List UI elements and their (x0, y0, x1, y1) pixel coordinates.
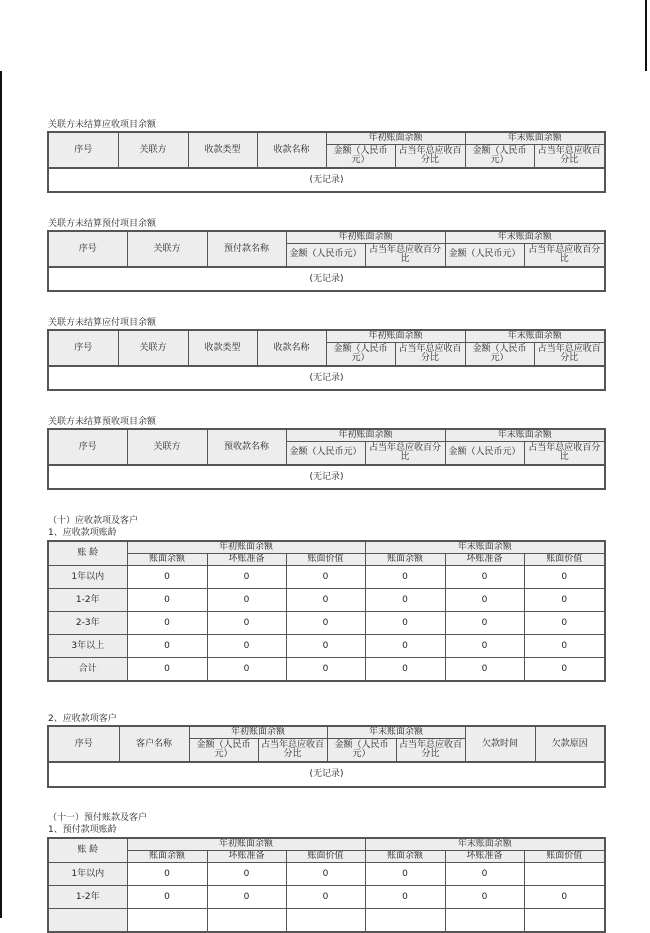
table-row-partial (48, 909, 605, 933)
header-name: 预收款名称 (207, 429, 286, 465)
row-label: 1年以内 (48, 863, 127, 886)
cell-value (524, 863, 605, 886)
header-opening: 年初账面余额 (127, 541, 365, 554)
header-opening: 年初账面余额 (127, 838, 365, 851)
header-seq: 序号 (48, 231, 127, 267)
cell-cutoff (365, 909, 445, 933)
header-opening: 年初账面余额 (286, 429, 445, 441)
header-closing-provision: 坏账准备 (445, 554, 524, 566)
header-age: 账 龄 (48, 838, 127, 863)
section-title-prepaid: 关联方未结算预付项目余额 (48, 219, 157, 229)
payable-balance-table (47, 329, 606, 391)
cell-value: 0 (524, 658, 605, 682)
table-row (48, 886, 605, 909)
header-closing: 年末账面余额 (465, 132, 605, 144)
receivable-balance-table (47, 131, 606, 193)
header-opening-provision: 坏账准备 (207, 554, 286, 566)
row-label-cutoff (48, 909, 127, 933)
header-opening-ratio: 占当年总应收百分比 (258, 738, 327, 762)
header-name: 收款名称 (257, 132, 326, 168)
header-opening: 年初账面余额 (189, 726, 327, 738)
header-age: 账 龄 (48, 541, 127, 566)
cell-value: 0 (286, 566, 365, 589)
header-seq: 序号 (48, 132, 118, 168)
cell-value: 0 (207, 589, 286, 612)
header-opening-value: 账面价值 (286, 851, 365, 863)
header-closing: 年末账面余额 (365, 838, 605, 851)
no-record-cell: (无记录) (48, 168, 605, 192)
cell-value: 0 (445, 658, 524, 682)
header-opening: 年初账面余额 (326, 132, 465, 144)
cell-value: 0 (365, 566, 445, 589)
row-label: 2-3年 (48, 612, 127, 635)
header-closing-amount: 金额（人民币元） (445, 441, 524, 465)
header-opening-balance: 账面余额 (127, 554, 207, 566)
header-opening-amount: 金额（人民币元） (286, 243, 365, 267)
header-closing-ratio: 占当年总应收百分比 (524, 441, 605, 465)
header-debt-time: 欠款时间 (465, 726, 535, 762)
cell-value: 0 (127, 612, 207, 635)
cell-cutoff (207, 909, 286, 933)
cell-value: 0 (445, 612, 524, 635)
header-type: 收款类型 (188, 330, 257, 366)
header-name: 收款名称 (257, 330, 326, 366)
header-closing-balance: 账面余额 (365, 554, 445, 566)
cell-value: 0 (207, 635, 286, 658)
subheading-receivable-aging: 1、应收款项账龄 (48, 528, 117, 538)
header-closing-amount: 金额（人民币元） (445, 243, 524, 267)
cell-cutoff (286, 909, 365, 933)
header-opening-ratio: 占当年总应收百分比 (395, 342, 465, 366)
table-row (48, 566, 605, 589)
header-closing: 年末账面余额 (465, 330, 605, 342)
header-opening: 年初账面余额 (326, 330, 465, 342)
row-label: 1年以内 (48, 566, 127, 589)
cell-value: 0 (127, 886, 207, 909)
header-seq: 序号 (48, 429, 127, 465)
cell-value: 0 (127, 863, 207, 886)
header-closing-ratio: 占当年总应收百分比 (524, 243, 605, 267)
header-closing-amount: 金额（人民币元） (327, 738, 396, 762)
cell-value: 0 (286, 863, 365, 886)
header-opening-provision: 坏账准备 (207, 851, 286, 863)
header-closing-provision: 坏账准备 (445, 851, 524, 863)
table-row (48, 863, 605, 886)
cell-value: 0 (127, 635, 207, 658)
header-closing-amount: 金额（人民币元） (465, 342, 534, 366)
header-closing-amount: 金额（人民币元） (465, 144, 534, 168)
cell-value: 0 (365, 658, 445, 682)
section-title-advance-received: 关联方未结算预收项目余额 (48, 417, 157, 427)
cell-value: 0 (524, 566, 605, 589)
header-closing-balance: 账面余额 (365, 851, 445, 863)
prepaid-balance-table (47, 230, 606, 292)
header-customer: 客户名称 (119, 726, 189, 762)
row-label: 1-2年 (48, 589, 127, 612)
cell-value: 0 (524, 612, 605, 635)
header-opening-ratio: 占当年总应收百分比 (395, 144, 465, 168)
header-type: 收款类型 (188, 132, 257, 168)
header-closing-value: 账面价值 (524, 851, 605, 863)
header-closing-ratio: 占当年总应收百分比 (534, 342, 605, 366)
cell-value: 0 (445, 635, 524, 658)
section-heading-11: （十一）预付账款及客户 (48, 813, 148, 823)
no-record-cell: (无记录) (48, 267, 605, 291)
row-label: 3年以上 (48, 635, 127, 658)
no-record-cell: (无记录) (48, 762, 605, 787)
header-party: 关联方 (118, 330, 188, 366)
cell-value: 0 (365, 612, 445, 635)
cell-cutoff (127, 909, 207, 933)
cell-value: 0 (365, 863, 445, 886)
section-title-receivable: 关联方未结算应收项目余额 (48, 120, 157, 130)
header-closing-ratio: 占当年总应收百分比 (396, 738, 465, 762)
table-row (48, 589, 605, 612)
header-closing: 年末账面余额 (445, 231, 605, 243)
cell-value: 0 (207, 566, 286, 589)
section-heading-10: （十）应收款项及客户 (48, 516, 139, 526)
cell-value: 0 (445, 566, 524, 589)
cell-value: 0 (207, 658, 286, 682)
row-label: 合计 (48, 658, 127, 682)
row-label: 1-2年 (48, 886, 127, 909)
cell-value: 0 (127, 589, 207, 612)
table-row (48, 612, 605, 635)
cell-value: 0 (445, 863, 524, 886)
header-closing-ratio: 占当年总应收百分比 (534, 144, 605, 168)
cell-value: 0 (207, 863, 286, 886)
section-title-payable: 关联方未结算应付项目余额 (48, 318, 157, 328)
header-opening-balance: 账面余额 (127, 851, 207, 863)
cell-value: 0 (445, 589, 524, 612)
header-party: 关联方 (118, 132, 188, 168)
header-seq: 序号 (48, 330, 118, 366)
header-seq: 序号 (48, 726, 119, 762)
cell-value: 0 (286, 589, 365, 612)
cell-value: 0 (286, 886, 365, 909)
advance-received-balance-table (47, 428, 606, 490)
cell-value: 0 (286, 635, 365, 658)
cell-value: 0 (207, 612, 286, 635)
header-opening: 年初账面余额 (286, 231, 445, 243)
header-opening-amount: 金额（人民币元） (286, 441, 365, 465)
table-row-total (48, 658, 605, 682)
cell-value: 0 (365, 635, 445, 658)
subheading-prepaid-aging: 1、预付款项账龄 (48, 825, 117, 835)
header-opening-amount: 金额（人民币元） (189, 738, 258, 762)
header-debt-reason: 欠款原因 (535, 726, 605, 762)
receivable-aging-table (47, 540, 606, 682)
header-closing: 年末账面余额 (365, 541, 605, 554)
cell-cutoff (445, 909, 524, 933)
header-closing-value: 账面价值 (524, 554, 605, 566)
header-opening-amount: 金额（人民币元） (326, 144, 395, 168)
page-edge-left (0, 71, 2, 918)
page-edge-right (645, 0, 647, 71)
header-party: 关联方 (127, 429, 207, 465)
cell-cutoff (524, 909, 605, 933)
header-opening-ratio: 占当年总应收百分比 (365, 243, 445, 267)
cell-value: 0 (365, 589, 445, 612)
cell-value: 0 (207, 886, 286, 909)
prepaid-aging-table (47, 837, 606, 933)
cell-value: 0 (445, 886, 524, 909)
header-closing: 年末账面余额 (327, 726, 465, 738)
header-name: 预付款名称 (207, 231, 286, 267)
header-opening-ratio: 占当年总应收百分比 (365, 441, 445, 465)
header-opening-amount: 金额（人民币元） (326, 342, 395, 366)
cell-value: 0 (524, 635, 605, 658)
table-row (48, 635, 605, 658)
subheading-receivable-customers: 2、应收款项客户 (48, 714, 117, 724)
cell-value: 0 (365, 886, 445, 909)
cell-value: 0 (127, 658, 207, 682)
header-closing: 年末账面余额 (445, 429, 605, 441)
cell-value: 0 (524, 886, 605, 909)
cell-value: 0 (286, 612, 365, 635)
no-record-cell: (无记录) (48, 465, 605, 489)
no-record-cell: (无记录) (48, 366, 605, 390)
cell-value: 0 (127, 566, 207, 589)
header-party: 关联方 (127, 231, 207, 267)
header-opening-value: 账面价值 (286, 554, 365, 566)
cell-value: 0 (524, 589, 605, 612)
cell-value: 0 (286, 658, 365, 682)
receivable-customer-table (47, 725, 606, 788)
